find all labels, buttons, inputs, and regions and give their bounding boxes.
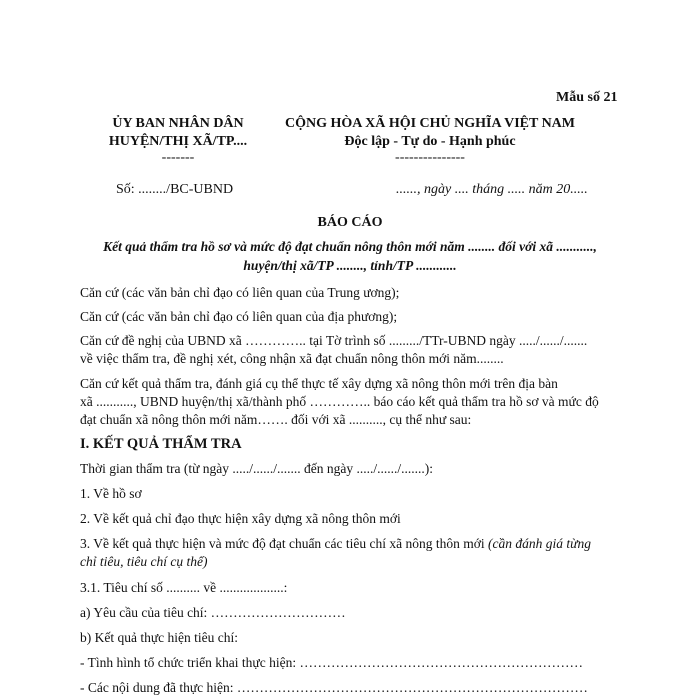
item-criteria-text: 3. Về kết quả thực hiện và mức độ đạt chuẩn các tiêu chí xã nông thôn mới — [80, 536, 489, 551]
section-heading-results: I. KẾT QUẢ THẨM TRA — [80, 436, 242, 452]
document-subtitle-line2: huyện/thị xã/TP ........, tỉnh/TP ............ — [243, 258, 457, 273]
paragraph-results-line1: Căn cứ kết quả thẩm tra, đánh giá cụ thể thực tế xây dựng xã nông thôn mới trên địa bàn — [80, 376, 558, 391]
paragraph-basis-central: Căn cứ (các văn bản chỉ đạo có liên quan của Trung ương); — [80, 285, 400, 300]
document-date: ......, ngày .... tháng ..... năm 20..... — [396, 182, 588, 197]
issuer-divider: ------- — [161, 150, 195, 165]
inspection-time: Thời gian thẩm tra (từ ngày ...../....../....... đến ngày ...../....../.......): — [80, 461, 434, 476]
national-title: CỘNG HÒA XÃ HỘI CHỦ NGHĨA VIỆT NAM — [284, 116, 575, 131]
issuer-district: HUYỆN/THỊ XÃ/TP.... — [108, 134, 248, 149]
implementation-status: - Tình hình tổ chức triển khai thực hiện: ……………………………………………………… — [80, 655, 583, 670]
item-direction: 2. Về kết quả chỉ đạo thực hiện xây dựng xã nông thôn mới — [80, 511, 401, 526]
paragraph-basis-local: Căn cứ (các văn bản chỉ đạo có liên quan của địa phương); — [80, 309, 398, 324]
document-number: Số: ......../BC-UBND — [116, 182, 234, 197]
criterion-heading: 3.1. Tiêu chí số .......... về ...................: — [80, 580, 288, 595]
paragraph-results-line2: xã ..........., UBND huyện/thị xã/thành phố ………….. báo cáo kết quả thẩm tra hồ sơ và mức độ — [80, 394, 599, 409]
criterion-result: b) Kết quả thực hiện tiêu chí: — [80, 630, 239, 645]
document-title: BÁO CÁO — [317, 215, 383, 230]
paragraph-proposal-line1: Căn cứ đề nghị của UBND xã ………….. tại Tờ trình số ........./TTr-UBND ngày ...../....../....... — [80, 333, 588, 348]
national-divider: --------------- — [395, 150, 465, 165]
item-criteria-line2: chỉ tiêu, tiêu chí cụ thể) — [80, 554, 208, 569]
item-dossier: 1. Về hồ sơ — [80, 486, 142, 501]
document-subtitle-line1: Kết quả thẩm tra hồ sơ và mức độ đạt chuẩn nông thôn mới năm ........ đối với xã ..........., — [103, 239, 597, 254]
national-motto: Độc lập - Tự do - Hạnh phúc — [344, 134, 516, 149]
paragraph-proposal-line2: về việc thẩm tra, đề nghị xét, công nhận xã đạt chuẩn nông thôn mới năm........ — [80, 351, 504, 366]
item-criteria-note: (cần đánh giá từng — [488, 536, 592, 551]
criterion-requirement: a) Yêu cầu của tiêu chí: ………………………… — [80, 605, 346, 620]
item-criteria-line1 — [80, 536, 591, 552]
paragraph-results-line3: đạt chuẩn xã nông thôn mới năm……. đối với xã .........., cụ thể như sau: — [80, 412, 472, 427]
implemented-contents: - Các nội dung đã thực hiện: …………………………………………………………………… — [80, 680, 588, 695]
form-number: Mẫu số 21 — [556, 90, 618, 105]
issuer-name: ỦY BAN NHÂN DÂN — [112, 116, 244, 131]
